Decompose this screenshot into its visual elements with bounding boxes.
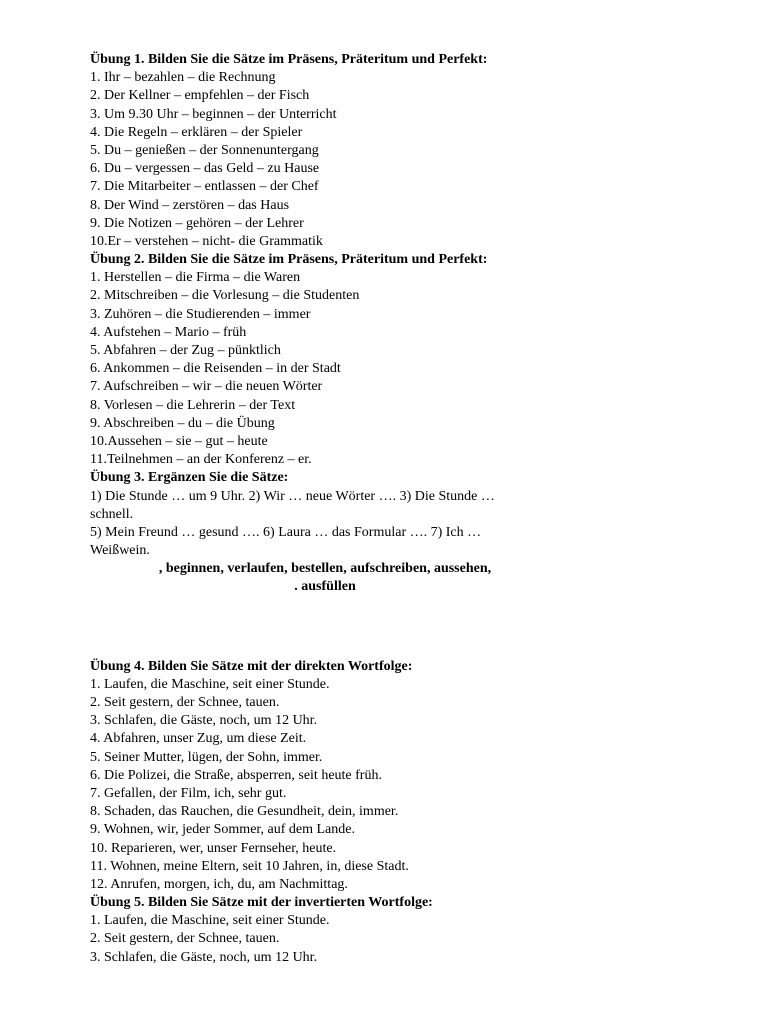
exercise-3-line: 5) Mein Freund … gesund …. 6) Laura … das Formular …. 7) Ich … [90,524,482,540]
exercise-2-item: 7. Aufschreiben – wir – die neuen Wörter [90,379,323,395]
exercise-1-item: 10.Er – verstehen – nicht- die Grammatik [90,233,323,249]
exercise-4-item: 1. Laufen, die Maschine, seit einer Stunde. [90,676,330,692]
exercise-1-heading: Übung 1. Bilden Sie die Sätze im Präsens, Präteritum und Perfekt: [90,52,488,67]
section-gap [90,597,560,658]
exercise-1-item: 8. Der Wind – zerstören – das Haus [90,197,290,213]
exercise-4-item: 10. Reparieren, wer, unser Fernseher, heute. [90,840,337,856]
exercise-3-line: schnell. [90,506,134,522]
exercise-1-item: 7. Die Mitarbeiter – entlassen – der Chef [90,179,319,195]
exercise-4-item: 4. Abfahren, unser Zug, um diese Zeit. [90,731,307,747]
exercise-4-item: 7. Gefallen, der Film, ich, sehr gut. [90,785,287,801]
exercise-2-item: 4. Aufstehen – Mario – früh [90,324,247,340]
exercise-1-item: 2. Der Kellner – empfehlen – der Fisch [90,88,310,104]
exercise-1-item: 3. Um 9.30 Uhr – beginnen – der Unterricht [90,106,337,122]
exercise-4-item: 5. Seiner Mutter, lügen, der Sohn, immer. [90,749,323,765]
exercise-4-item: 3. Schlafen, die Gäste, noch, um 12 Uhr. [90,713,318,729]
exercise-1-item: 4. Die Regeln – erklären – der Spieler [90,124,303,140]
exercise-5-item: 1. Laufen, die Maschine, seit einer Stunde. [90,913,330,929]
exercise-1-item: 6. Du – vergessen – das Geld – zu Hause [90,161,320,177]
exercise-3-heading: Übung 3. Ergänzen Sie die Sätze: [90,470,289,486]
exercise-2-item: 10.Aussehen – sie – gut – heute [90,433,268,449]
exercise-2-heading: Übung 2. Bilden Sie die Sätze im Präsens, Präteritum und Perfekt: [90,252,488,268]
exercise-4-item: 9. Wohnen, wir, jeder Sommer, auf dem Lande. [90,822,355,838]
exercise-4-item: 8. Schaden, das Rauchen, die Gesundheit, dein, immer. [90,804,399,820]
exercise-3-line: 1) Die Stunde … um 9 Uhr. 2) Wir … neue Wörter …. 3) Die Stunde … [90,488,495,504]
exercise-2-item: 6. Ankommen – die Reisenden – in der Stadt [90,361,341,377]
exercise-4-heading: Übung 4. Bilden Sie Sätze mit der direkten Wortfolge: [90,658,413,674]
exercise-1-item: 9. Die Notizen – gehören – der Lehrer [90,215,304,231]
exercise-3-word-bank: , beginnen, verlaufen, bestellen, aufschreiben, aussehen, [158,561,492,577]
exercise-5-item: 3. Schlafen, die Gäste, noch, um 12 Uhr. [90,949,318,965]
exercise-4-item: 11. Wohnen, meine Eltern, seit 10 Jahren, in, diese Stadt. [90,858,409,874]
exercise-1-item: 1. Ihr – bezahlen – die Rechnung [90,70,276,86]
exercise-2-item: 9. Abschreiben – du – die Übung [90,415,275,431]
exercise-4-item: 6. Die Polizei, die Straße, absperren, seit heute früh. [90,767,382,783]
exercise-2-item: 1. Herstellen – die Firma – die Waren [90,270,301,286]
exercise-2-item: 2. Mitschreiben – die Vorlesung – die Studenten [90,288,360,304]
exercise-5-item: 2. Seit gestern, der Schnee, tauen. [90,931,280,947]
exercise-3-line: Weißwein. [90,543,150,559]
exercise-5-heading: Übung 5. Bilden Sie Sätze mit der invertierten Wortfolge: [90,895,433,911]
exercise-2-item: 3. Zuhören – die Studierenden – immer [90,306,311,322]
exercise-2-item: 5. Abfahren – der Zug – pünktlich [90,343,281,358]
document-page [90,51,560,967]
exercise-4-item: 12. Anrufen, morgen, ich, du, am Nachmittag. [90,876,348,892]
exercise-4-item: 2. Seit gestern, der Schnee, tauen. [90,695,280,710]
exercise-2-item: 11.Teilnehmen – an der Konferenz – er. [90,452,312,468]
exercise-3-word-bank: . ausfüllen [294,579,356,595]
exercise-2-item: 8. Vorlesen – die Lehrerin – der Text [90,397,296,413]
exercise-1-item: 5. Du – genießen – der Sonnenuntergang [90,142,319,158]
